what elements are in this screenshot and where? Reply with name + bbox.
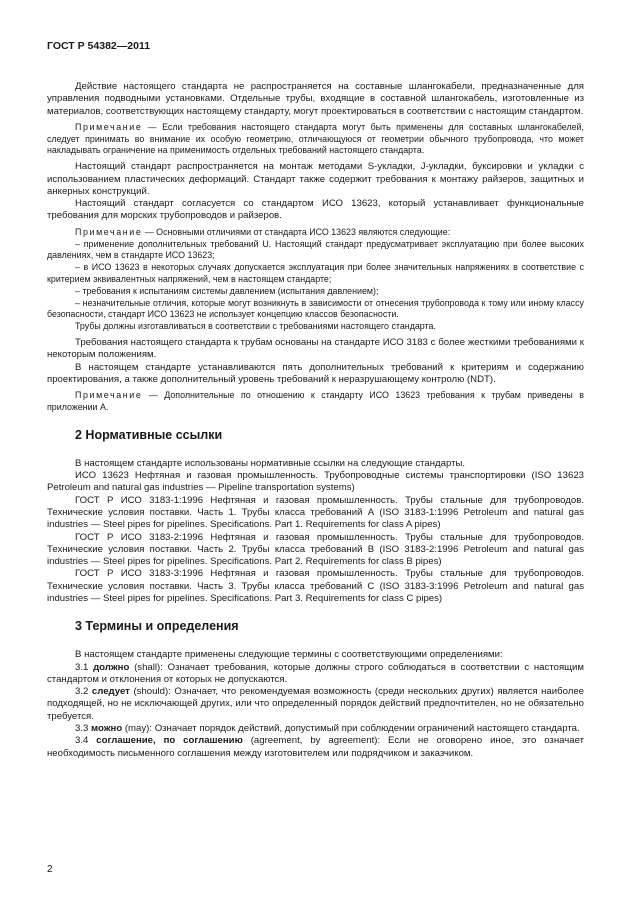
scope-paragraph: Настоящий стандарт согласуется со стандартом ИСО 13623, который устанавливает функциональные требования для морских трубопроводов и райзеров. bbox=[47, 198, 584, 222]
term-number: 3.4 bbox=[75, 735, 97, 747]
scope-paragraph: Настоящий стандарт распространяется на монтаж методами S-укладки, J-укладки, буксировки и укладки с использованием пластических деформаций. Стандарт также содержит требования к монтажу райзеров, защитных и анкерных конструкций. bbox=[47, 161, 584, 197]
term-text: (may): Означает порядок действий, допустимый при соблюдении ограничений настоящего стандарта. bbox=[122, 723, 580, 735]
reference-item: ИСО 13623 Нефтяная и газовая промышленность. Трубопроводные системы транспортировки (ISO 13623 Petroleum and natural gas industries — Pipeline transportation systems) bbox=[47, 470, 584, 494]
note bbox=[47, 227, 584, 239]
reference-item: ГОСТ Р ИСО 3183-2:1996 Нефтяная и газовая промышленность. Трубы стальные для трубопроводов. Технические условия поставки. Часть 2. Трубы класса требований В (ISO 3183-2:1996 Petroleum and natural gas industries — Steel pipes for pipelines. Specifications. Part 2. Requirements for class B pipes) bbox=[47, 531, 584, 568]
section-heading: 3 Термины и определения bbox=[75, 619, 239, 634]
term-number: 3.3 bbox=[75, 723, 92, 735]
note-label: Примечание bbox=[75, 226, 143, 237]
note-text: — Основными отличиями от стандарта ИСО 13623 являются следующие: bbox=[142, 226, 451, 237]
section-paragraph: В настоящем стандарте применены следующие термины с соответствующими определениями: bbox=[75, 649, 503, 661]
section-heading: 2 Нормативные ссылки bbox=[75, 427, 223, 442]
term-number: 3.2 bbox=[75, 686, 92, 698]
term-name: соглашение, по соглашению bbox=[96, 735, 243, 747]
term-name: должно bbox=[93, 661, 130, 673]
term-definition bbox=[47, 735, 584, 760]
note-list-item: – в ИСО 13623 в некоторых случаях допускается эксплуатация при более значительных напряжениях в соответствие с критерием эквивалентных напряжений, чем в настоящем стандарте; bbox=[47, 262, 584, 284]
term-definition bbox=[47, 686, 584, 723]
section-paragraph: В настоящем стандарте использованы нормативные ссылки на следующие стандарты. bbox=[75, 457, 466, 469]
intro-paragraph: Действие настоящего стандарта не распространяется на составные шлангокабели, предназначенные для управления подводными установками. Отдельные трубы, входящие в составной шлангокабель, изготовленные из материалов, соответствующих настоящему стандарту, могут проектироваться в соответствии с настоящим стандартом. bbox=[47, 81, 584, 117]
scope-paragraph: Требования настоящего стандарта к трубам основаны на стандарте ИСО 3183 с более жесткими требованиями к некоторым положениям. bbox=[47, 336, 584, 361]
note-label: Примечание bbox=[75, 121, 143, 132]
note-text: — Если требования настоящего стандарта могут быть применены для составных шлангокабелей, следует принимать во внимание их особую геометрию, отличающуюся от геометрии обычного трубопровода, что может накладывать ограничение на применимость отдельных требований настоящего стандарта. bbox=[47, 121, 584, 156]
note bbox=[47, 122, 584, 157]
term-name: можно bbox=[91, 723, 123, 735]
running-header: ГОСТ Р 54382—2011 bbox=[47, 40, 151, 52]
note bbox=[47, 390, 584, 414]
scope-paragraph: В настоящем стандарте устанавливаются пять дополнительных требований к критериям и содержанию проектирования, а также дополнительный уровень требований к неразрушающему контролю (NDT). bbox=[47, 361, 584, 385]
term-text: (shall): Означает требования, которые должны строго соблюдаться в соответствии с настоящим стандартом и отклонения от которых не допускаются. bbox=[47, 661, 584, 685]
term-name: следует bbox=[91, 686, 130, 698]
note-list-item: – незначительные отличия, которые могут возникнуть в зависимости от отнесения трубопровода к тому или иному классу безопасности, стандарт ИСО 13623 не использует концепцию классов безопасности. bbox=[47, 297, 584, 320]
term-number: 3.1 bbox=[75, 661, 94, 673]
term-definition bbox=[47, 723, 584, 735]
note-label: Примечание bbox=[75, 390, 143, 401]
note-list-item: – применение дополнительных требований U. Настоящий стандарт предусматривает эксплуатацию при более высоких давлениях, чем в стандарте ИСО 13623; bbox=[47, 238, 584, 261]
note-text: — Дополнительные по отношению к стандарту ИСО 13623 требования к трубам приведены в приложении А. bbox=[47, 390, 584, 412]
reference-item: ГОСТ Р ИСО 3183-3:1996 Нефтяная и газовая промышленность. Трубы стальные для трубопроводов. Технические условия поставки. Часть 3. Трубы класса требований С (ISO 3183-3:1996 Petroleum and natural gas industries — Steel pipes for pipelines. Specifications. Part 3. Requirements for class C pipes) bbox=[47, 568, 584, 604]
reference-item: ГОСТ Р ИСО 3183-1:1996 Нефтяная и газовая промышленность. Трубы стальные для трубопроводов. Технические условия поставки. Часть 1. Трубы класса требований А (ISO 3183-1:1996 Petroleum and natural gas industries — Steel pipes for pipelines. Specifications. Part 1. Requirements for class A pipes) bbox=[47, 494, 584, 531]
page-number: 2 bbox=[47, 864, 53, 875]
note-list-item: – требования к испытаниям системы давлением (испытания давлением); bbox=[75, 285, 379, 296]
note-tail: Трубы должны изготавливаться в соответствии с требованиями настоящего стандарта. bbox=[75, 321, 436, 332]
term-text: (should): Означает, что рекомендуемая возможность (среди нескольких других) является наиболее подходящей, но не исключающей других, или что определенный порядок действий предпочтителен, но не обязательно требуется. bbox=[47, 686, 584, 722]
term-definition bbox=[47, 662, 584, 687]
term-text: (agreement, by agreement): Если не оговорено иное, это означает необходимость письменного соглашения между изготовителем или подрядчиком и заказчиком. bbox=[47, 735, 585, 759]
